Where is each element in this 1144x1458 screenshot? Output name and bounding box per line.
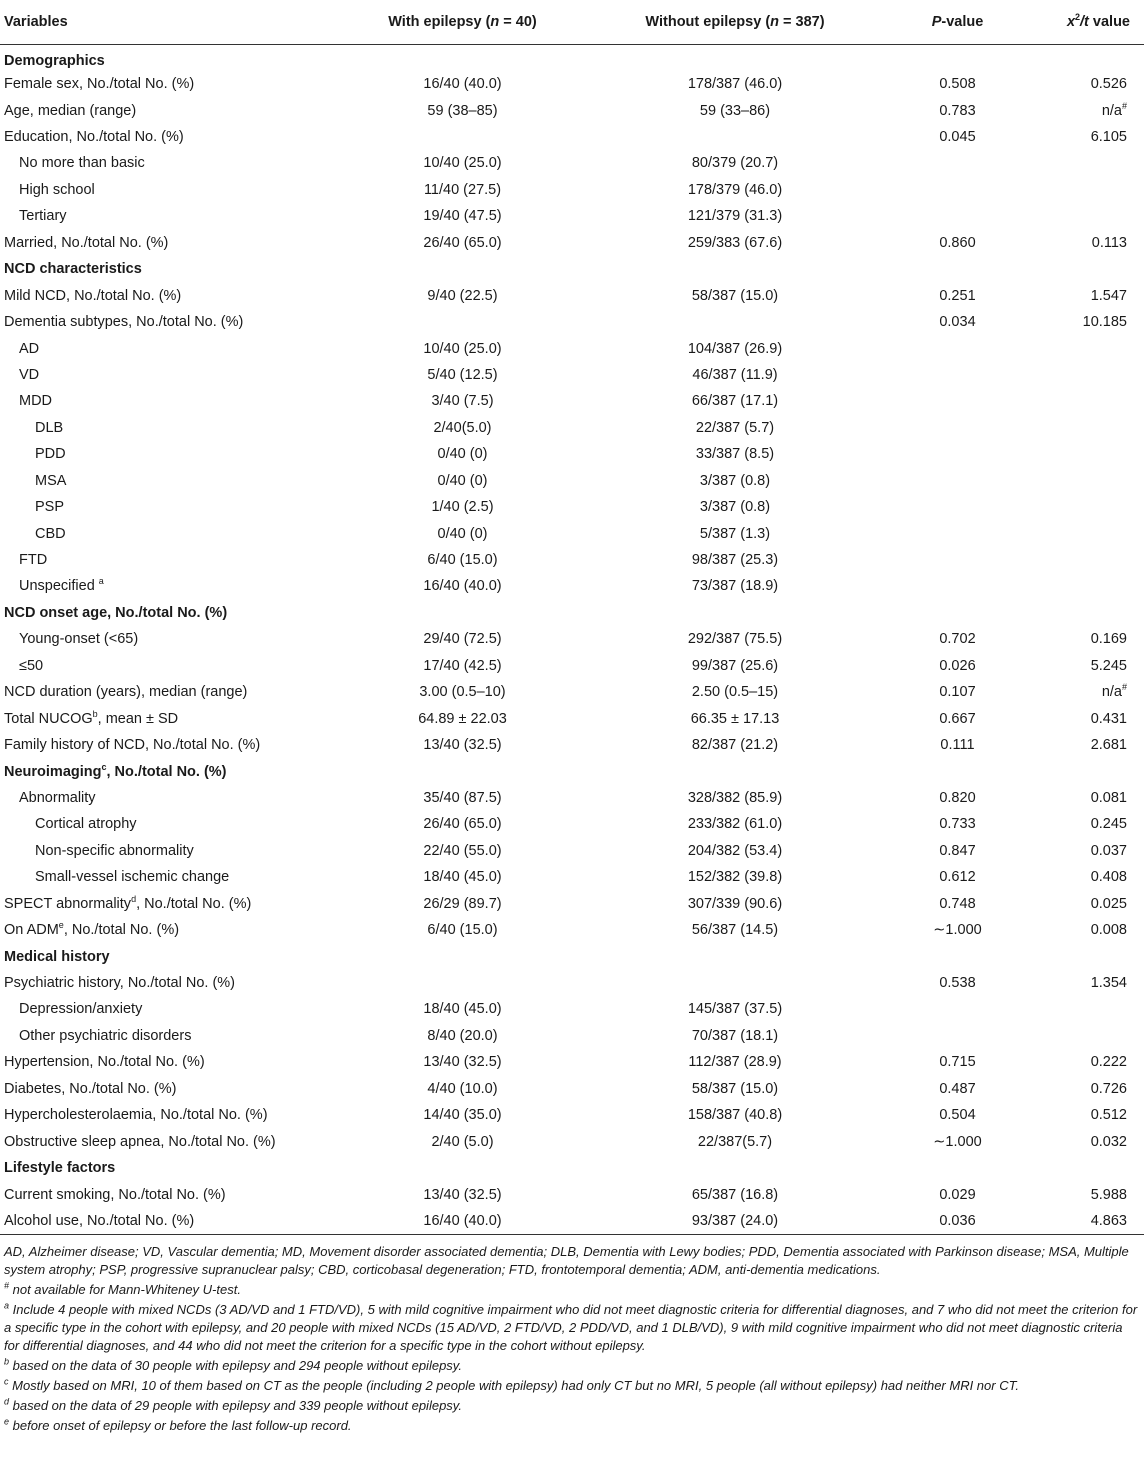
x2-value-cell: [1020, 468, 1144, 494]
with-epilepsy-cell: 3.00 (0.5–10): [419, 684, 506, 701]
with-epilepsy-cell: [330, 45, 595, 71]
p-value-cell: 0.045: [939, 129, 976, 146]
without-epilepsy-cell: 292/387 (75.5): [687, 631, 783, 648]
variable-label: Married, No./total No. (%): [4, 234, 169, 251]
section-heading: NCD characteristics: [4, 261, 142, 278]
with-epilepsy-cell: 13/40 (32.5): [423, 1054, 502, 1071]
table-row: [0, 203, 1144, 229]
table-row: [0, 468, 1144, 494]
section-heading: NCD onset age, No./total No. (%): [4, 604, 228, 621]
with-epilepsy-cell: 16/40 (40.0): [423, 76, 502, 93]
without-epilepsy-cell: 70/387 (18.1): [691, 1027, 779, 1044]
x2-value-cell: 5.988: [1090, 1186, 1127, 1203]
with-epilepsy-cell: [330, 943, 595, 969]
table-row: [0, 732, 1144, 758]
table-row: [0, 441, 1144, 467]
x2-value-cell: [1020, 996, 1144, 1022]
x2-value-cell: 4.863: [1020, 1208, 1144, 1234]
variable-label: VD: [19, 366, 40, 383]
with-epilepsy-cell: 64.89 ± 22.03: [418, 710, 507, 727]
table-row: [0, 811, 1144, 837]
x2-value-cell: [1020, 203, 1144, 229]
p-value-cell: [875, 362, 1020, 388]
p-value-cell: [875, 150, 1020, 176]
without-epilepsy-cell: 328/382 (85.9): [687, 789, 783, 806]
table-row: [0, 150, 1144, 176]
variable-label: Family history of NCD, No./total No. (%): [4, 737, 261, 754]
with-epilepsy-cell: 2/40 (5.0): [431, 1133, 494, 1150]
x2-value-cell: [1020, 256, 1144, 282]
with-epilepsy-cell: [330, 758, 595, 784]
without-epilepsy-cell: [595, 600, 875, 626]
with-epilepsy-cell: 16/40 (40.0): [423, 578, 502, 595]
p-value-cell: 0.487: [939, 1080, 976, 1097]
x2-value-cell: 1.547: [1090, 287, 1127, 304]
without-epilepsy-cell: 152/382 (39.8): [687, 869, 783, 886]
without-epilepsy-cell: 233/382 (61.0): [687, 816, 783, 833]
p-value-cell: [875, 45, 1020, 71]
variable-label: On ADM$^e$, No./total No. (%): [4, 920, 180, 939]
variable-label: ≤50: [19, 657, 44, 674]
section-row: [0, 943, 1144, 969]
table-row: [0, 996, 1144, 1022]
section-row: [0, 600, 1144, 626]
p-value-cell: [875, 758, 1020, 784]
x2-value-cell: 0.025: [1090, 895, 1127, 912]
p-value-cell: [875, 996, 1020, 1022]
without-epilepsy-cell: 65/387 (16.8): [691, 1186, 779, 1203]
p-value-cell: 0.026: [939, 657, 976, 674]
variable-label: Female sex, No./total No. (%): [4, 76, 195, 93]
without-epilepsy-cell: 121/379 (31.3): [687, 208, 783, 225]
table-row: [0, 388, 1144, 414]
x2-value-cell: [1020, 177, 1144, 203]
p-value-cell: [875, 468, 1020, 494]
variable-label: Mild NCD, No./total No. (%): [4, 287, 182, 304]
with-epilepsy-cell: 22/40 (55.0): [423, 842, 502, 859]
with-epilepsy-cell: [330, 600, 595, 626]
x2-value-cell: [1020, 547, 1144, 573]
x2-value-cell: [1020, 150, 1144, 176]
p-value-cell: ∼1.000: [933, 922, 982, 939]
variable-label: CBD: [35, 525, 66, 542]
footnote: $^a$ Include 4 people with mixed NCDs (3 AD/VD and 1 FTD/VD), 5 with mild cognitive impairment who did not meet diagnostic criteria for differential diagnoses, and 7 who did not meet the criterion for a specific type in the cohort with epilepsy, and 20 people with mixed NCDs (15 AD/VD, 2 FTD/VD, 2 PDD/VD, and 1 DLB/VD), 9 with mild cognitive impairment who did not meet diagnostic criteria for differential diagnoses, and 44 who did not meet the criterion for a specific type in the cohort without epilepsy.: [4, 1300, 1138, 1353]
x2-value-cell: 0.526: [1090, 76, 1127, 93]
p-value-cell: [875, 388, 1020, 414]
with-epilepsy-cell: 13/40 (32.5): [423, 1186, 502, 1203]
p-value-cell: [875, 1155, 1020, 1181]
table-row: [0, 124, 1144, 150]
x2-value-cell: [1020, 441, 1144, 467]
with-epilepsy-cell: 19/40 (47.5): [423, 208, 502, 225]
with-epilepsy-cell: 59 (38–85): [427, 102, 498, 119]
without-epilepsy-cell: 33/387 (8.5): [695, 446, 775, 463]
p-value-cell: [875, 203, 1020, 229]
without-epilepsy-cell: 3/387 (0.8): [699, 499, 771, 516]
p-value-cell: 0.748: [939, 895, 976, 912]
x2-value-cell: 0.408: [1090, 869, 1127, 886]
variable-label: Depression/anxiety: [19, 1001, 143, 1018]
p-value-cell: [875, 335, 1020, 361]
variable-label: Obstructive sleep apnea, No./total No. (%): [4, 1133, 276, 1150]
table-row: [0, 891, 1144, 917]
variable-label: FTD: [19, 552, 48, 569]
p-value-cell: 0.860: [939, 234, 976, 251]
p-value-cell: 0.508: [939, 76, 976, 93]
p-value-cell: [875, 1023, 1020, 1049]
without-epilepsy-cell: 98/387 (25.3): [691, 552, 779, 569]
with-epilepsy-cell: 3/40 (7.5): [431, 393, 494, 410]
with-epilepsy-cell: 6/40 (15.0): [427, 552, 498, 569]
table-row: [0, 864, 1144, 890]
with-epilepsy-cell: 13/40 (32.5): [423, 737, 502, 754]
variable-label: NCD duration (years), median (range): [4, 684, 248, 701]
variable-label: Education, No./total No. (%): [4, 129, 184, 146]
x2-value-cell: 0.512: [1090, 1107, 1127, 1124]
without-epilepsy-cell: [595, 943, 875, 969]
footnote: $^e$ before onset of epilepsy or before the last follow-up record.: [4, 1416, 352, 1433]
table-header: [0, 0, 1144, 45]
with-epilepsy-cell: [330, 256, 595, 282]
footnote: # not available for Mann-Whiteney U-test.: [4, 1280, 241, 1297]
footnote: $^b$ based on the data of 30 people with epilepsy and 294 people without epilepsy.: [4, 1356, 462, 1373]
x2-value-cell: [1020, 758, 1144, 784]
x2-value-cell: 0.726: [1090, 1080, 1127, 1097]
x2-value-cell: 10.185: [1082, 314, 1127, 331]
without-epilepsy-cell: 204/382 (53.4): [687, 842, 783, 859]
section-heading: Neuroimaging$^c$, No./total No. (%): [4, 761, 227, 780]
variable-label: Dementia subtypes, No./total No. (%): [4, 314, 244, 331]
without-epilepsy-cell: [595, 758, 875, 784]
table-row: [0, 309, 1144, 335]
p-value-cell: 0.667: [939, 710, 976, 727]
section-heading: Medical history: [4, 948, 110, 965]
without-epilepsy-cell: 22/387(5.7): [697, 1133, 773, 1150]
x2-value-cell: [1020, 1023, 1144, 1049]
x2-value-cell: [1020, 415, 1144, 441]
x2-value-cell: n/a#: [1101, 682, 1127, 701]
p-value-cell: 0.847: [939, 842, 976, 859]
x2-value-cell: 0.245: [1090, 816, 1127, 833]
p-value-cell: 0.538: [939, 975, 976, 992]
without-epilepsy-cell: 5/387 (1.3): [699, 525, 771, 542]
x2-value-cell: [1020, 362, 1144, 388]
table-row: [0, 1102, 1144, 1128]
p-value-cell: 0.715: [939, 1054, 976, 1071]
x2-value-cell: 0.081: [1090, 789, 1127, 806]
without-epilepsy-cell: 46/387 (11.9): [692, 366, 778, 383]
p-value-cell: 0.820: [939, 789, 976, 806]
p-value-cell: 0.612: [939, 869, 976, 886]
x2-value-cell: 2.681: [1090, 737, 1127, 754]
variable-label: Unspecified $^a$: [19, 576, 104, 595]
with-epilepsy-cell: [330, 309, 595, 335]
table-row: [0, 573, 1144, 599]
section-row: [0, 758, 1144, 784]
table-row: [0, 785, 1144, 811]
without-epilepsy-cell: 93/387 (24.0): [595, 1208, 875, 1234]
x2-value-cell: 0.037: [1090, 842, 1127, 859]
table-footnotes: [0, 1235, 1144, 1435]
p-value-cell: [875, 547, 1020, 573]
with-epilepsy-cell: 26/40 (65.0): [423, 816, 502, 833]
variable-label: Non-specific abnormality: [35, 842, 194, 859]
variable-label: No more than basic: [19, 155, 145, 172]
without-epilepsy-cell: 99/387 (25.6): [691, 657, 779, 674]
variable-label: Other psychiatric disorders: [19, 1027, 192, 1044]
variable-label: DLB: [35, 419, 64, 436]
without-epilepsy-cell: 59 (33–86): [699, 102, 771, 119]
p-value-cell: 0.733: [939, 816, 976, 833]
with-epilepsy-cell: 5/40 (12.5): [427, 366, 498, 383]
without-epilepsy-cell: 80/379 (20.7): [691, 155, 779, 172]
p-value-cell: [875, 520, 1020, 546]
variable-label: Psychiatric history, No./total No. (%): [4, 975, 235, 992]
without-epilepsy-cell: 104/387 (26.9): [687, 340, 783, 357]
with-epilepsy-cell: 9/40 (22.5): [427, 287, 498, 304]
variable-label: PSP: [35, 499, 65, 516]
table-row: [0, 71, 1144, 97]
table-row: [0, 705, 1144, 731]
header-p-value: P-value: [875, 0, 1020, 45]
x2-value-cell: 6.105: [1090, 129, 1127, 146]
without-epilepsy-cell: [595, 124, 875, 150]
variable-label: Diabetes, No./total No. (%): [4, 1080, 177, 1097]
table-row: [0, 335, 1144, 361]
section-heading: Demographics: [4, 52, 105, 69]
table-row: [0, 1076, 1144, 1102]
with-epilepsy-cell: 35/40 (87.5): [423, 789, 502, 806]
x2-value-cell: 0.008: [1090, 922, 1127, 939]
table-row: [0, 547, 1144, 573]
without-epilepsy-cell: [595, 45, 875, 71]
with-epilepsy-cell: 10/40 (25.0): [423, 340, 502, 357]
x2-value-cell: [1020, 520, 1144, 546]
with-epilepsy-cell: 18/40 (45.0): [423, 869, 502, 886]
p-value-cell: 0.029: [939, 1186, 976, 1203]
without-epilepsy-cell: 66/387 (17.1): [691, 393, 779, 410]
p-value-cell: ∼1.000: [933, 1133, 982, 1150]
p-value-cell: [875, 600, 1020, 626]
table-row: [0, 1181, 1144, 1207]
variable-label: Age, median (range): [4, 102, 137, 119]
with-epilepsy-cell: 14/40 (35.0): [423, 1107, 502, 1124]
x2-value-cell: [1020, 45, 1144, 71]
without-epilepsy-cell: 158/387 (40.8): [687, 1107, 783, 1124]
with-epilepsy-cell: 8/40 (20.0): [427, 1027, 498, 1044]
variable-label: Hypercholesterolaemia, No./total No. (%): [4, 1107, 268, 1124]
x2-value-cell: [1020, 494, 1144, 520]
without-epilepsy-cell: 56/387 (14.5): [691, 922, 779, 939]
p-value-cell: 0.111: [940, 737, 975, 754]
x2-value-cell: 0.222: [1090, 1054, 1127, 1071]
with-epilepsy-cell: [330, 970, 595, 996]
x2-value-cell: 0.169: [1090, 631, 1127, 648]
x2-value-cell: [1020, 573, 1144, 599]
variable-label: Tertiary: [19, 208, 67, 225]
variable-label: AD: [19, 340, 40, 357]
variable-label: MSA: [35, 472, 67, 489]
variable-label: Young-onset (<65): [19, 631, 139, 648]
without-epilepsy-cell: 3/387 (0.8): [699, 472, 771, 489]
p-value-cell: [875, 256, 1020, 282]
with-epilepsy-cell: 11/40 (27.5): [423, 181, 502, 198]
x2-value-cell: [1020, 943, 1144, 969]
table-row: [0, 653, 1144, 679]
table-row: [0, 230, 1144, 256]
table-row: [0, 917, 1144, 943]
table-row: [0, 415, 1144, 441]
with-epilepsy-cell: 0/40 (0): [437, 446, 488, 463]
footnote: $^c$ Mostly based on MRI, 10 of them based on CT as the people (including 2 people with epilepsy) had only CT but no MRI, 5 people (all without epilepsy) had neither MRI nor CT.: [4, 1376, 1019, 1393]
with-epilepsy-cell: 0/40 (0): [437, 472, 488, 489]
table-row: [0, 679, 1144, 705]
with-epilepsy-cell: 10/40 (25.0): [423, 155, 502, 172]
variable-label: Alcohol use, No./total No. (%): [0, 1208, 330, 1234]
variable-label: High school: [19, 181, 95, 198]
with-epilepsy-cell: 1/40 (2.5): [431, 499, 494, 516]
p-value-cell: 0.504: [939, 1107, 976, 1124]
variable-label: MDD: [19, 393, 53, 410]
section-row: [0, 45, 1144, 71]
table-row: [0, 97, 1144, 123]
with-epilepsy-cell: 16/40 (40.0): [330, 1208, 595, 1234]
table-row: [0, 520, 1144, 546]
x2-value-cell: 1.354: [1090, 975, 1127, 992]
p-value-cell: 0.251: [939, 287, 976, 304]
variable-label: PDD: [35, 446, 66, 463]
x2-value-cell: 5.245: [1090, 657, 1127, 674]
header-row: [0, 0, 1144, 45]
without-epilepsy-cell: 73/387 (18.9): [691, 578, 779, 595]
without-epilepsy-cell: 2.50 (0.5–15): [691, 684, 779, 701]
with-epilepsy-cell: 0/40 (0): [437, 525, 488, 542]
p-value-cell: [875, 177, 1020, 203]
header-variables: Variables: [0, 0, 330, 45]
table-row: [0, 362, 1144, 388]
without-epilepsy-cell: 58/387 (15.0): [691, 287, 779, 304]
p-value-cell: 0.783: [939, 102, 976, 119]
without-epilepsy-cell: [595, 309, 875, 335]
table-row: [0, 282, 1144, 308]
variable-label: Abnormality: [19, 789, 96, 806]
p-value-cell: [875, 494, 1020, 520]
variable-label: Current smoking, No./total No. (%): [4, 1186, 226, 1203]
table-body: [0, 45, 1144, 1235]
with-epilepsy-cell: 2/40(5.0): [433, 419, 492, 436]
table-row: [0, 1128, 1144, 1154]
footnote: $^d$ based on the data of 29 people with epilepsy and 339 people without epilepsy.: [4, 1396, 462, 1413]
p-value-cell: [875, 943, 1020, 969]
footnote: AD, Alzheimer disease; VD, Vascular dementia; MD, Movement disorder associated dementia; DLB, Dementia with Lewy bodies; PDD, Dementia associated with Parkinson disease; MSA, Multiple system atrophy; PSP, progressive supranuclear palsy; CBD, corticobasal degeneration; FTD, frontotemporal dementia; ADM, anti-dementia medications.: [4, 1243, 1129, 1277]
with-epilepsy-cell: [330, 124, 595, 150]
without-epilepsy-cell: 112/387 (28.9): [688, 1054, 782, 1071]
without-epilepsy-cell: 259/383 (67.6): [687, 234, 783, 251]
x2-value-cell: n/a#: [1101, 100, 1127, 119]
table-row: [0, 177, 1144, 203]
table-row: [0, 970, 1144, 996]
without-epilepsy-cell: 178/387 (46.0): [687, 76, 783, 93]
table-row: [0, 626, 1144, 652]
section-row: [0, 1155, 1144, 1181]
without-epilepsy-cell: 82/387 (21.2): [691, 737, 779, 754]
without-epilepsy-cell: [595, 256, 875, 282]
x2-value-cell: [1020, 1155, 1144, 1181]
variable-label: Hypertension, No./total No. (%): [4, 1054, 205, 1071]
header-x2-value: $x^2/t$ value: [1020, 0, 1144, 45]
without-epilepsy-cell: 178/379 (46.0): [687, 181, 783, 198]
with-epilepsy-cell: 4/40 (10.0): [427, 1080, 498, 1097]
table-row: [0, 1208, 1144, 1234]
header-without-epilepsy: Without epilepsy (n = 387): [595, 0, 875, 45]
without-epilepsy-cell: [595, 1155, 875, 1181]
p-value-cell: 0.107: [939, 684, 976, 701]
p-value-cell: 0.036: [875, 1208, 1020, 1234]
without-epilepsy-cell: 145/387 (37.5): [687, 1001, 783, 1018]
header-with-epilepsy: With epilepsy (n = 40): [330, 0, 595, 45]
variable-label: Cortical atrophy: [35, 816, 137, 833]
x2-value-cell: [1020, 600, 1144, 626]
p-value-cell: [875, 441, 1020, 467]
with-epilepsy-cell: 29/40 (72.5): [423, 631, 502, 648]
without-epilepsy-cell: 22/387 (5.7): [695, 419, 775, 436]
with-epilepsy-cell: 17/40 (42.5): [423, 657, 502, 674]
without-epilepsy-cell: 66.35 ± 17.13: [690, 710, 780, 727]
x2-value-cell: 0.032: [1090, 1133, 1127, 1150]
section-heading: Lifestyle factors: [4, 1160, 116, 1177]
without-epilepsy-cell: 58/387 (15.0): [691, 1080, 779, 1097]
without-epilepsy-cell: [595, 970, 875, 996]
section-row: [0, 256, 1144, 282]
without-epilepsy-cell: 307/339 (90.6): [687, 895, 783, 912]
variable-label: Total NUCOG$^b$, mean ± SD: [4, 708, 179, 727]
table-row: [0, 1023, 1144, 1049]
x2-value-cell: 0.113: [1091, 234, 1127, 251]
table-row: [0, 1049, 1144, 1075]
with-epilepsy-cell: [330, 1155, 595, 1181]
p-value-cell: 0.702: [939, 631, 976, 648]
table-row: [0, 838, 1144, 864]
p-value-cell: [875, 573, 1020, 599]
with-epilepsy-cell: 26/40 (65.0): [423, 234, 502, 251]
x2-value-cell: 0.431: [1090, 710, 1127, 727]
variable-label: SPECT abnormality$^d$, No./total No. (%): [4, 893, 252, 912]
p-value-cell: 0.034: [939, 314, 976, 331]
x2-value-cell: [1020, 388, 1144, 414]
table-row: [0, 494, 1144, 520]
x2-value-cell: [1020, 335, 1144, 361]
with-epilepsy-cell: 6/40 (15.0): [427, 922, 498, 939]
with-epilepsy-cell: 26/29 (89.7): [423, 895, 502, 912]
variable-label: Small-vessel ischemic change: [35, 869, 230, 886]
p-value-cell: [875, 415, 1020, 441]
with-epilepsy-cell: 18/40 (45.0): [423, 1001, 502, 1018]
